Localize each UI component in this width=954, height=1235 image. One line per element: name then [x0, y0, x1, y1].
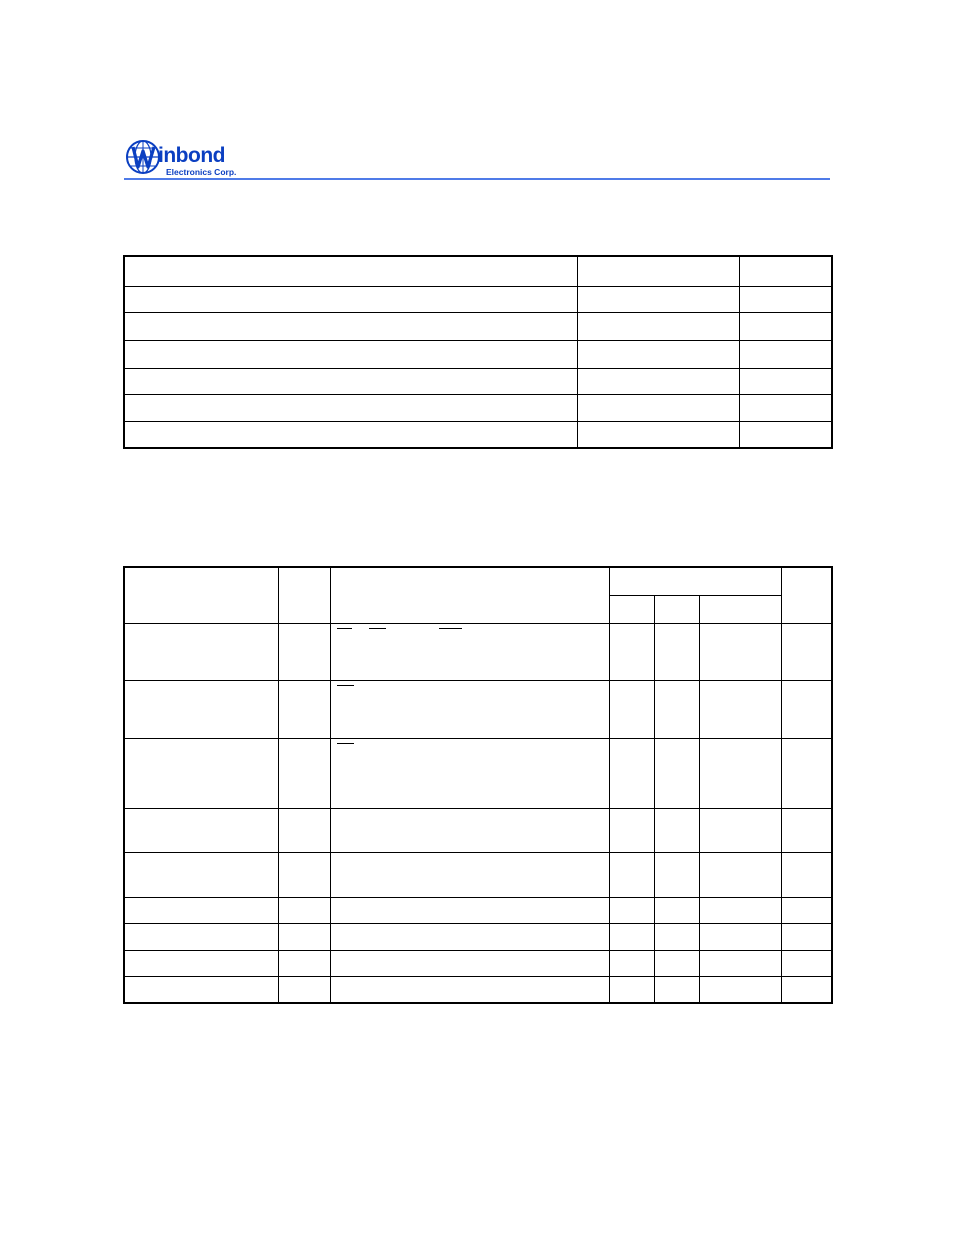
- table-cell: [654, 680, 699, 738]
- table-row: [124, 852, 832, 897]
- table-cell: [124, 623, 278, 680]
- table-cell: [654, 623, 699, 680]
- header-cell: [654, 595, 699, 623]
- table-cell: [330, 923, 609, 950]
- table-cell: [577, 256, 739, 286]
- header-cell: [330, 567, 609, 623]
- table-cell: [124, 286, 577, 312]
- table-cell: [739, 394, 832, 421]
- table-cell: [278, 808, 330, 852]
- table-cell: [577, 340, 739, 368]
- table-cell: [739, 421, 832, 448]
- table-cell: [124, 897, 278, 923]
- table-cell: [699, 852, 781, 897]
- table-cell: [781, 950, 832, 976]
- table-cell: [330, 680, 609, 738]
- table-cell: [739, 286, 832, 312]
- table-row: [124, 421, 832, 448]
- table-cell: [278, 976, 330, 1003]
- header-cell: [609, 567, 781, 595]
- table-cell: [699, 738, 781, 808]
- logo-subtitle: Electronics Corp.: [166, 167, 237, 177]
- table-row: [124, 286, 832, 312]
- table-cell: [654, 976, 699, 1003]
- table-cell: [781, 738, 832, 808]
- table-row: [124, 976, 832, 1003]
- table-cell: [654, 852, 699, 897]
- table-cell: [330, 897, 609, 923]
- table-row: [124, 808, 832, 852]
- table-cell: [330, 950, 609, 976]
- table-cell: [124, 680, 278, 738]
- table-cell: [699, 923, 781, 950]
- logo-wordmark: inbond: [158, 144, 225, 167]
- table-cell: [124, 256, 577, 286]
- table-cell: [699, 808, 781, 852]
- table-cell: [609, 738, 654, 808]
- table-cell: [330, 976, 609, 1003]
- table-row: [124, 312, 832, 340]
- table-cell: [124, 368, 577, 394]
- table-cell: [577, 394, 739, 421]
- table-cell: [609, 897, 654, 923]
- table-row: [124, 680, 832, 738]
- table-cell: [699, 623, 781, 680]
- page-header: [124, 136, 830, 182]
- table-cell: [654, 897, 699, 923]
- table-cell: [609, 923, 654, 950]
- spec-table-1: [123, 255, 833, 449]
- table-cell: [278, 623, 330, 680]
- table-cell: [609, 808, 654, 852]
- table-cell: [577, 286, 739, 312]
- table-cell: [330, 808, 609, 852]
- table-cell: [609, 623, 654, 680]
- header-cell: [609, 595, 654, 623]
- table-row: [124, 738, 832, 808]
- table-cell: [278, 923, 330, 950]
- table-row: [124, 623, 832, 680]
- header-cell: [124, 567, 278, 623]
- table-cell: [124, 923, 278, 950]
- table-cell: [781, 852, 832, 897]
- table-cell: [330, 623, 609, 680]
- table-cell: [609, 680, 654, 738]
- table-cell: [699, 680, 781, 738]
- table-cell: [781, 623, 832, 680]
- table-cell: [609, 852, 654, 897]
- table-header-row: [124, 567, 832, 595]
- table-cell: [124, 394, 577, 421]
- header-cell: [699, 595, 781, 623]
- table-cell: [739, 312, 832, 340]
- table-cell: [699, 897, 781, 923]
- table-cell: [278, 680, 330, 738]
- table-cell: [781, 923, 832, 950]
- table-cell: [739, 256, 832, 286]
- table-cell: [739, 368, 832, 394]
- spec-table-2: [123, 566, 833, 1004]
- table-cell: [781, 976, 832, 1003]
- header-cell: [278, 567, 330, 623]
- table-cell: [278, 852, 330, 897]
- table-row: [124, 340, 832, 368]
- table-cell: [739, 340, 832, 368]
- table-cell: [609, 950, 654, 976]
- table-cell: [124, 808, 278, 852]
- table-cell: [699, 950, 781, 976]
- table-cell: [124, 421, 577, 448]
- table-cell: [654, 923, 699, 950]
- table-row: [124, 950, 832, 976]
- table-cell: [781, 680, 832, 738]
- table-row: [124, 897, 832, 923]
- table-cell: [654, 738, 699, 808]
- table-cell: [278, 897, 330, 923]
- header-cell: [781, 567, 832, 623]
- table-cell: [124, 340, 577, 368]
- table-cell: [609, 976, 654, 1003]
- table-cell: [577, 312, 739, 340]
- table-cell: [699, 976, 781, 1003]
- table-row: [124, 394, 832, 421]
- table-cell: [330, 852, 609, 897]
- table-row: [124, 256, 832, 286]
- table-cell: [654, 950, 699, 976]
- table-cell: [278, 950, 330, 976]
- table-cell: [124, 950, 278, 976]
- table-cell: [781, 897, 832, 923]
- table-cell: [781, 808, 832, 852]
- table-cell: [124, 976, 278, 1003]
- table-cell: [124, 852, 278, 897]
- table-row: [124, 368, 832, 394]
- winbond-logo: [124, 136, 237, 183]
- table-cell: [577, 368, 739, 394]
- table-cell: [124, 738, 278, 808]
- table-cell: [330, 738, 609, 808]
- table-cell: [577, 421, 739, 448]
- table-cell: [654, 808, 699, 852]
- table-cell: [124, 312, 577, 340]
- table-cell: [278, 738, 330, 808]
- table-row: [124, 923, 832, 950]
- header-rule: [124, 178, 830, 180]
